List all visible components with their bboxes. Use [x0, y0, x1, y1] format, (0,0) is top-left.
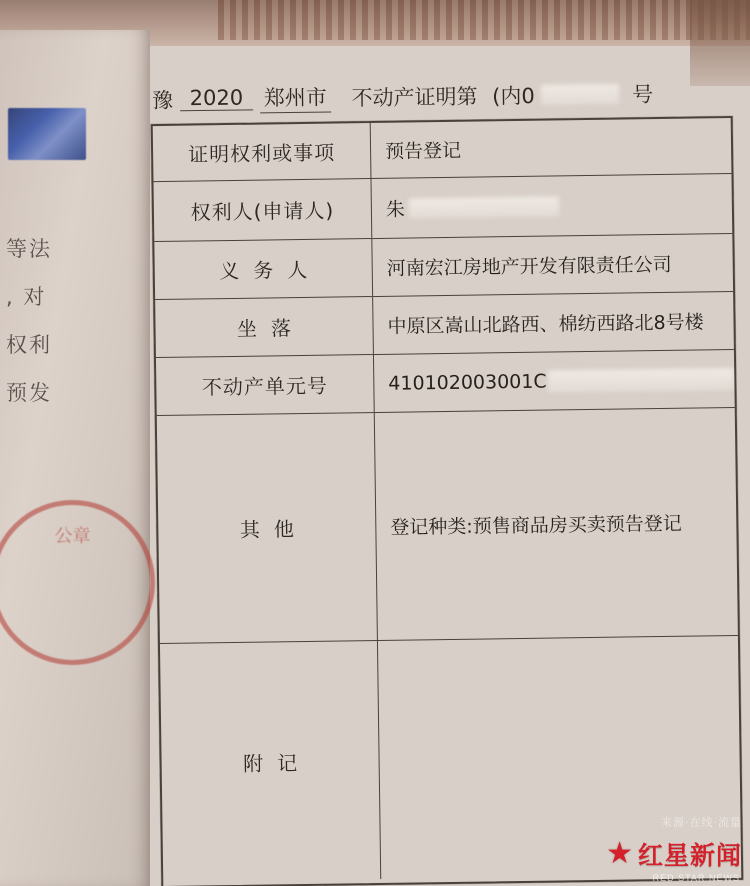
header-title: 不动产证明第: [351, 84, 478, 110]
header-province: 豫: [151, 87, 174, 113]
rights-holder-redacted: [409, 196, 559, 218]
row-label-rights-matter: 证明权利或事项: [153, 123, 372, 181]
news-logo-subtitle: RED STAR NEWS: [652, 873, 740, 883]
official-seal-stamp: [0, 500, 155, 665]
left-page-line-2: , 对: [6, 285, 47, 309]
left-page-line-4: 预发: [6, 381, 52, 405]
table-row: [156, 350, 735, 416]
left-facing-page: [0, 30, 150, 886]
hologram-sticker: [8, 108, 86, 160]
row-label-unit-number: 不动产单元号: [156, 355, 375, 415]
certificate-top-border-pattern: [218, 0, 750, 40]
certificate-header: [150, 76, 750, 115]
row-value-obligor: 河南宏江房地产开发有限责任公司: [386, 253, 672, 280]
row-label-other: 其他: [157, 413, 378, 643]
left-page-line-3: 权利: [6, 333, 52, 357]
certificate-page: [150, 46, 750, 886]
table-row: [153, 118, 732, 182]
table-row: [155, 292, 734, 358]
row-value-rights-holder: [371, 174, 732, 238]
row-value-other: 登记种类:预售商品房买卖预告登记: [390, 512, 682, 539]
table-row: [154, 234, 733, 300]
rights-holder-surname: 朱: [385, 198, 406, 221]
row-label-rights-holder: 权利人(申请人): [154, 179, 373, 241]
row-value-rights-matter: 预告登记: [384, 139, 462, 163]
news-logo: [606, 836, 742, 883]
header-number-suffix: 号: [631, 82, 654, 107]
news-logo-text: 红星新闻: [637, 841, 742, 870]
table-row: [154, 174, 733, 242]
unit-number-text: 410102003001C: [388, 370, 547, 395]
source-watermark: 来源·在线·流量: [661, 816, 742, 829]
left-page-line-1: 等法: [6, 237, 52, 261]
left-page-text: [0, 225, 156, 417]
header-year: 2020: [180, 85, 254, 111]
row-label-obligor: 义务人: [154, 239, 373, 299]
seal-text: 公章: [54, 526, 91, 547]
table-row: [157, 408, 738, 644]
row-value-unit-number: [374, 350, 735, 412]
unit-number-redacted: [548, 367, 734, 392]
row-value-location: 中原区嵩山北路西、棉纺西路北8号楼: [387, 311, 704, 338]
header-number-prefix: (内0: [492, 83, 535, 108]
row-label-location: 坐落: [155, 297, 374, 357]
row-label-remarks: 附记: [160, 641, 381, 882]
header-number-redacted: [541, 83, 619, 104]
star-icon: ★: [606, 837, 633, 870]
certificate-table: [151, 116, 744, 886]
header-city: 郑州市: [260, 81, 331, 113]
